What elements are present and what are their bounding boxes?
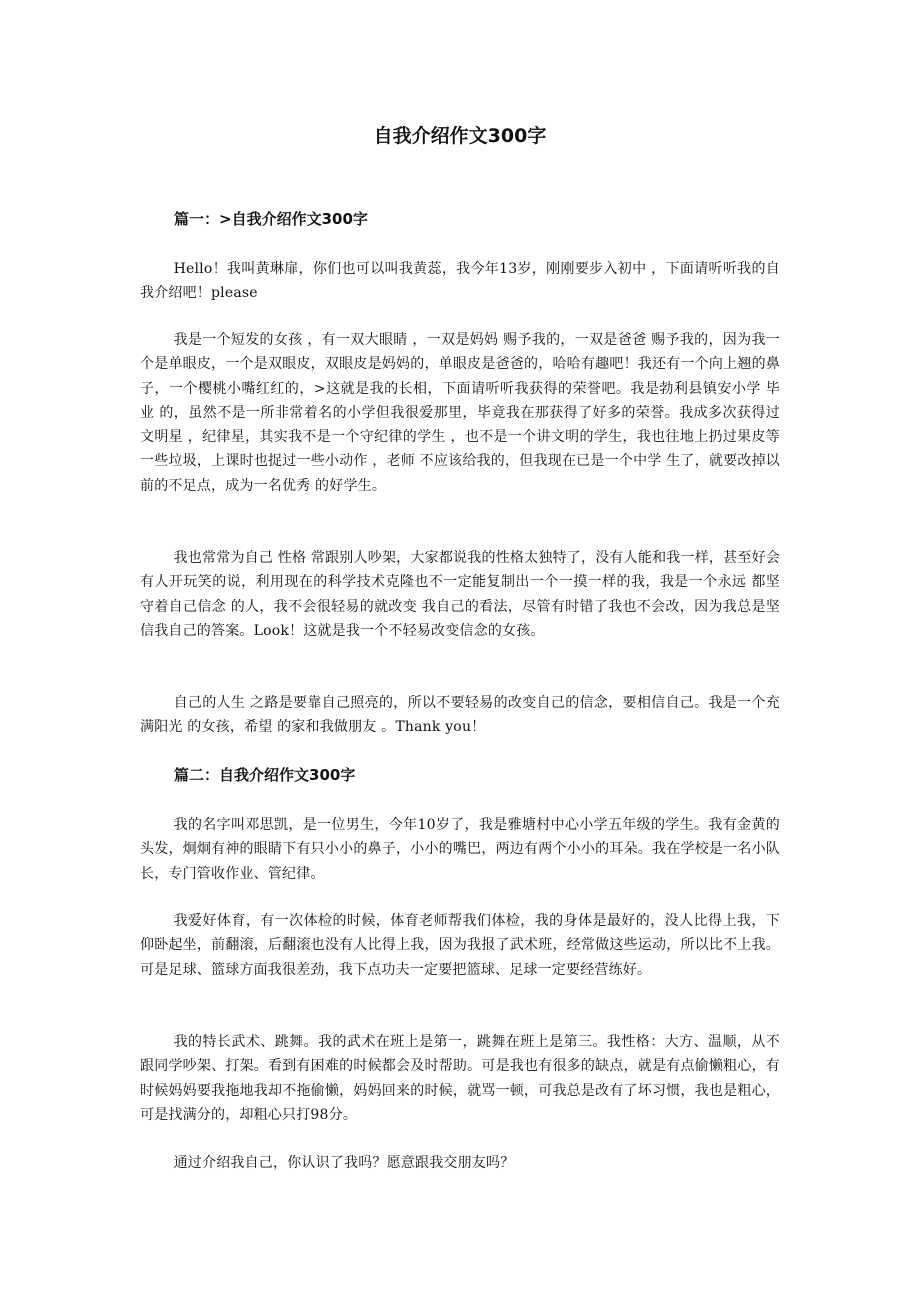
section1-paragraph-1: Hello！我叫黄琳扉，你们也可以叫我黄蕊，我今年13岁，刚刚要步入初中 ，下面请听听我的自我介绍吧！please	[140, 261, 780, 302]
section2-paragraph-3: 我的特长武术、跳舞。我的武术在班上是第一，跳舞在班上是第三。我性格：大方、温顺，从不跟同学吵架、打架。看到有困难的时候都会及时帮助。可是我也有很多的缺点，就是有点偷懒粗心，有时候妈妈要我拖地我却不拖偷懒，妈妈回来的时候，就骂一顿，可我总是改有了坏习惯，我也是粗心，可是找满分的，却粗心只打98分。	[140, 1034, 780, 1123]
section1-paragraph-2: 我是一个短发的女孩 ，有一双大眼睛 ，一双是妈妈 赐予我的，一双是爸爸 赐予我的，因为我一个是单眼皮，一个是双眼皮，双眼皮是妈妈的，单眼皮是爸爸的，哈哈有趣吧！我还有一个向上翘的鼻子，一个樱桃小嘴红红的，>这就是我的长相，下面请听听我获得的荣誉吧。我是勃利县镇安小学 毕业 的，虽然不是一所非常着名的小学但我很爱那里，毕竟我在那获得了好多的荣誉。我成多次获得过文明星 ，纪律星，其实我不是一个守纪律的学生 ，也不是一个讲文明的学生，我也往地上扔过果皮等一些垃圾，上课时也捉过一些小动作 ，老师 不应该给我的，但我现在已是一个中学 生了，就要改掉以前的不足点，成为一名优秀 的好学生。	[140, 332, 780, 494]
section-heading-1: 篇一：>自我介绍作文300字	[174, 210, 368, 228]
section-heading-2: 篇二：自我介绍作文300字	[174, 766, 356, 784]
section2-paragraph-1: 我的名字叫邓思凯，是一位男生，今年10岁了，我是雅塘村中心小学五年级的学生。我有金黄的头发，炯炯有神的眼睛下有只小小的鼻子，小小的嘴巴，两边有两个小小的耳朵。我在学校是一名小队长，专门管收作业、管纪律。	[140, 817, 780, 882]
document-title: 自我介绍作文300字	[373, 125, 547, 147]
section2-paragraph-2: 我爱好体育，有一次体检的时候，体育老师帮我们体检，我的身体是最好的，没人比得上我，下仰卧起坐，前翻滚，后翻滚也没有人比得上我，因为我报了武术班，经常做这些运动，所以比不上我。可是足球、篮球方面我很差劲，我下点功夫一定要把篮球、足球一定要经营练好。	[140, 913, 780, 978]
section1-paragraph-4: 自己的人生 之路是要靠自己照亮的，所以不要轻易的改变自己的信念，要相信自己。我是一个充满阳光 的女孩，希望 的家和我做朋友 。Thank you！	[140, 695, 780, 736]
section2-paragraph-4: 通过介绍我自己，你认识了我吗？愿意跟我交朋友吗？	[173, 1155, 515, 1171]
section1-paragraph-3: 我也常常为自己 性格 常跟别人吵架，大家都说我的性格太独特了，没有人能和我一样，甚至好会有人开玩笑的说，利用现在的科学技术克隆也不一定能复制出一个一摸一样的我，我是一个永远 都坚守着自己信念 的人，我不会很轻易的就改变 我自己的看法，尽管有时错了我也不会改，因为我总是坚信我自己的答案。Look！这就是我一个不轻易改变信念的女孩。	[140, 550, 780, 639]
